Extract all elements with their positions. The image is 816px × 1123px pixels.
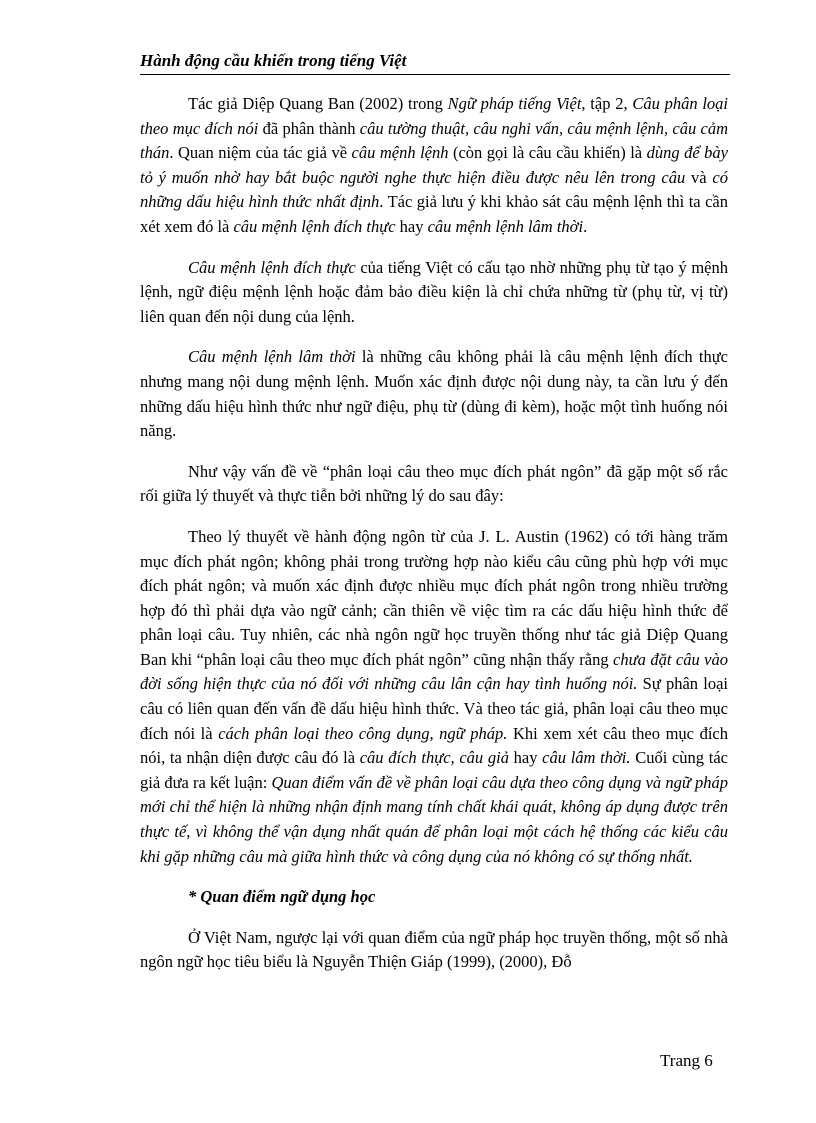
page-header bbox=[140, 50, 730, 75]
section-heading: * Quan điểm ngữ dụng học bbox=[188, 887, 376, 907]
paragraph-gap bbox=[140, 869, 728, 885]
paragraph-2: Câu mệnh lệnh đích thực của tiếng Việt có cấu tạo nhờ những phụ từ tạo ý mệnh lệnh, ngữ điệu mệnh lệnh hoặc đảm bảo điều kiện là chỉ chứa những từ (phụ từ, vị từ) liên quan đến nội dung của lệnh. bbox=[140, 257, 728, 326]
paragraph-6: Ở Việt Nam, ngược lại với quan điểm của ngữ pháp học truyền thống, một số nhà ngôn ngữ học tiêu biểu là Nguyễn Thiện Giáp (1999), (2000), Đỗ bbox=[140, 927, 728, 972]
paragraph-4: Như vậy vấn đề về “phân loại câu theo mục đích phát ngôn” đã gặp một số rắc rối giữa lý thuyết và thực tiễn bởi những lý do sau đây: bbox=[140, 461, 728, 506]
paragraph-gap bbox=[140, 910, 728, 926]
paragraph-gap bbox=[140, 444, 728, 460]
header-title: Hành động cầu khiến trong tiếng Việt bbox=[140, 51, 407, 70]
paragraph-gap bbox=[140, 329, 728, 345]
paragraph-gap bbox=[140, 509, 728, 525]
document-body bbox=[140, 92, 728, 975]
paragraph-3: Câu mệnh lệnh lâm thời là những câu không phải là câu mệnh lệnh đích thực nhưng mang nội dung mệnh lệnh. Muốn xác định được nội dung này, ta cần lưu ý đến những dấu hiệu hình thức như ngữ điệu, phụ từ (dùng đi kèm), hoặc một tình huống nói năng. bbox=[140, 347, 728, 441]
paragraph-gap bbox=[140, 240, 728, 256]
paragraph-1: Tác giả Diệp Quang Ban (2002) trong Ngữ pháp tiếng Việt, tập 2, Câu phân loại theo mục đích nói đã phân thành câu tường thuật, câu nghi vấn, câu mệnh lệnh, câu cảm thán. Quan niệm của tác giả về câu mệnh lệnh (còn gọi là câu cầu khiến) là dùng để bày tỏ ý muốn nhờ hay bắt buộc người nghe thực hiện điều được nêu lên trong câu và có những dấu hiệu hình thức nhất định. Tác giả lưu ý khi khảo sát câu mệnh lệnh thì ta cần xét xem đó là câu mệnh lệnh đích thực hay câu mệnh lệnh lâm thời. bbox=[140, 94, 729, 236]
page-number: Trang 6 bbox=[660, 1051, 713, 1070]
paragraph-5: Theo lý thuyết về hành động ngôn từ của J. L. Austin (1962) có tới hàng trăm mục đích phát ngôn; không phải trong trường hợp nào kiểu câu cũng phù hợp với mục đích phát ngôn; và muốn xác định được nhiều mục đích phát ngôn trong nhiều trường hợp đó thì phải dựa vào ngữ cảnh; cần thiên về việc tìm ra các dấu hiệu hình thức để phân loại câu. Tuy nhiên, các nhà ngôn ngữ học truyền thống như tác giả Diệp Quang Ban khi “phân loại câu theo mục đích phát ngôn” cũng nhận thấy rằng chưa đặt câu vào đời sống hiện thực của nó đối với những câu lân cận hay tình huống nói. Sự phân loại câu có liên quan đến vấn đề dấu hiệu hình thức. Và theo tác giả, phân loại câu theo mục đích nói là cách phân loại theo công dụng, ngữ pháp. Khi xem xét câu theo mục đích nói, ta nhận diện được câu đó là câu đích thực, câu giả hay câu lâm thời. Cuối cùng tác giả đưa ra kết luận: Quan điểm vấn đề về phân loại câu dựa theo công dụng và ngữ pháp mới chỉ thể hiện là những nhận định mang tính chất khái quát, không áp dụng được trên thực tế, vì không thể vận dụng nhất quán để phân loại một cách hệ thống các kiểu câu khi gặp những câu mà giữa hình thức và công dụng của nó không có sự thống nhất. bbox=[140, 526, 729, 866]
